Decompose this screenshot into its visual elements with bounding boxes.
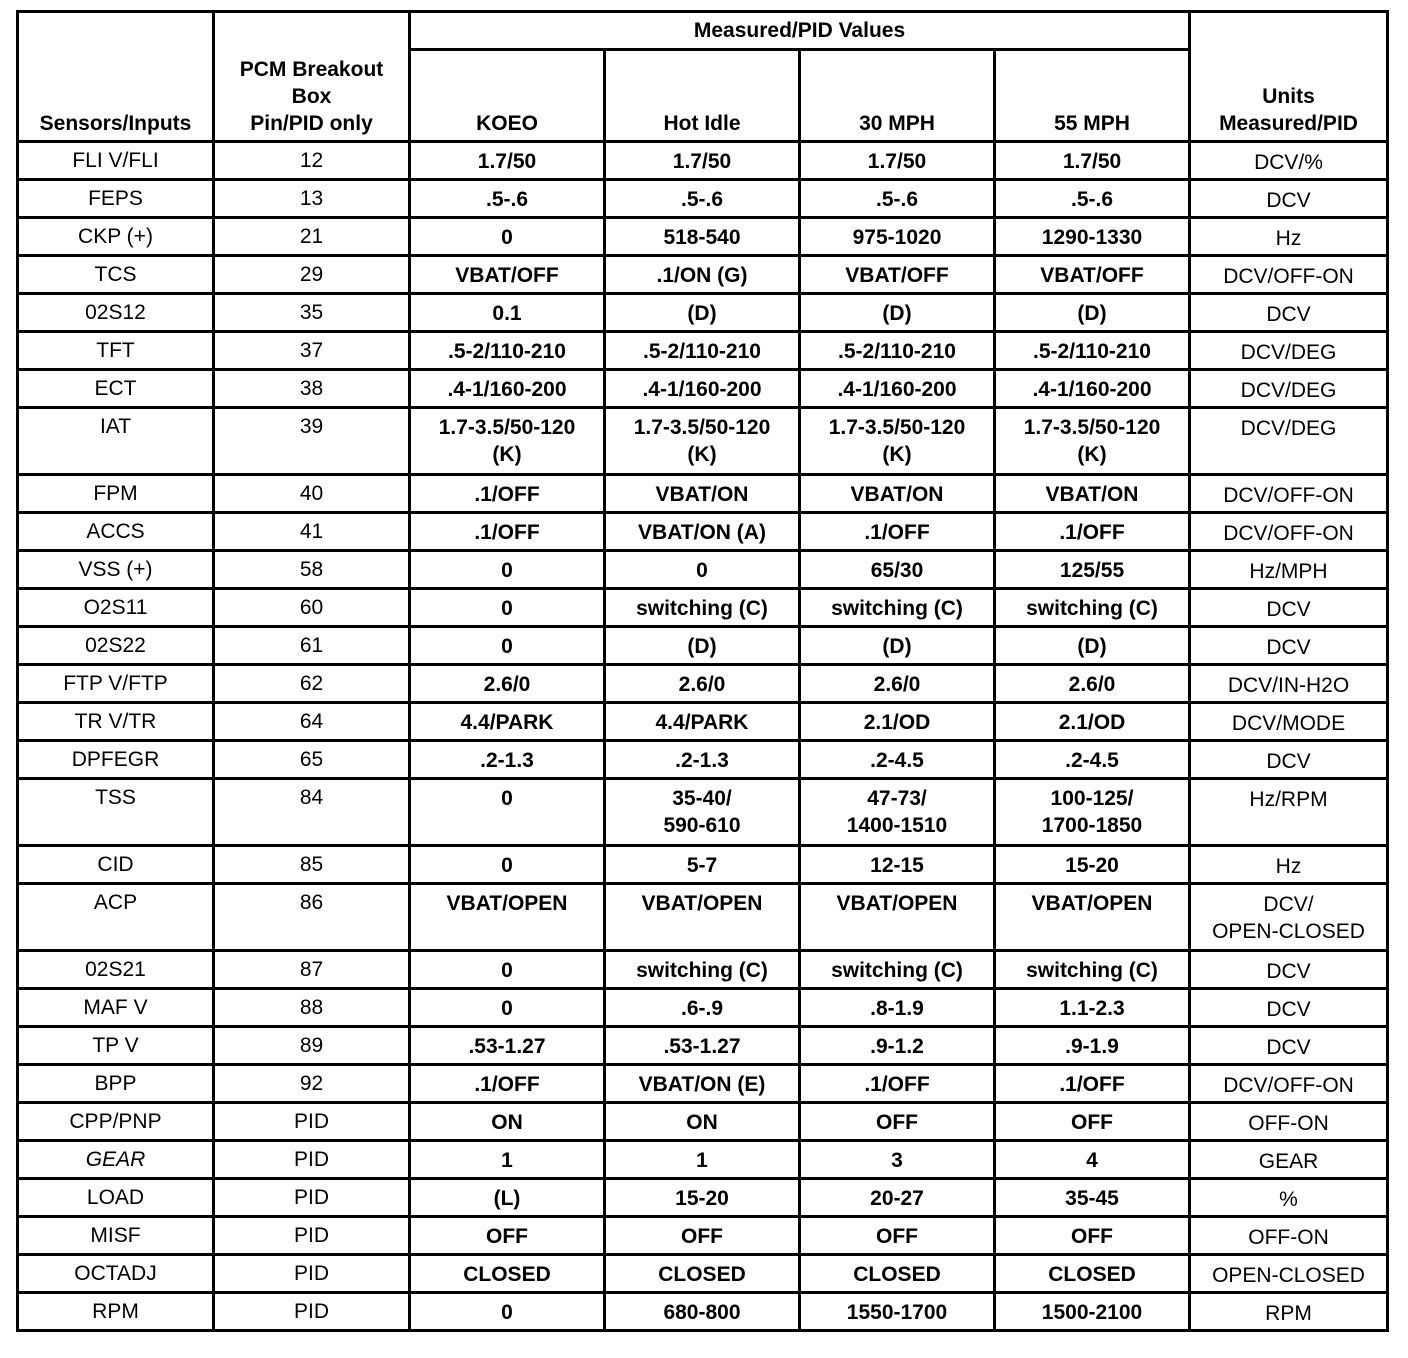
hot-idle-cell: (D) bbox=[605, 627, 800, 665]
table-row bbox=[18, 1255, 1388, 1293]
mph30-cell: 3 bbox=[800, 1141, 995, 1179]
table-row bbox=[18, 989, 1388, 1027]
units-cell: DCV bbox=[1190, 1027, 1388, 1065]
mph30-cell: 20-27 bbox=[800, 1179, 995, 1217]
table-row bbox=[18, 332, 1388, 370]
units-cell: DCV bbox=[1190, 627, 1388, 665]
hot-idle-cell: .1/ON (G) bbox=[605, 256, 800, 294]
mph30-cell: switching (C) bbox=[800, 951, 995, 989]
sensor-cell: CKP (+) bbox=[18, 218, 214, 256]
units-cell: DCV/MODE bbox=[1190, 703, 1388, 741]
header-30-mph: 30 MPH bbox=[800, 50, 995, 142]
koeo-cell: 0 bbox=[410, 846, 605, 884]
table-row bbox=[18, 1217, 1388, 1255]
units-cell: GEAR bbox=[1190, 1141, 1388, 1179]
koeo-cell: 0 bbox=[410, 951, 605, 989]
hot-idle-cell: CLOSED bbox=[605, 1255, 800, 1293]
units-cell: DCV/OFF-ON bbox=[1190, 475, 1388, 513]
mph55-cell: VBAT/ON bbox=[995, 475, 1190, 513]
hot-idle-cell: ON bbox=[605, 1103, 800, 1141]
header-pcm-breakout: PCM Breakout Box Pin/PID only bbox=[214, 12, 410, 142]
hot-idle-cell: .4-1/160-200 bbox=[605, 370, 800, 408]
pin-cell: 60 bbox=[214, 589, 410, 627]
mph55-cell: 35-45 bbox=[995, 1179, 1190, 1217]
mph30-cell: 975-1020 bbox=[800, 218, 995, 256]
mph30-cell: 1.7-3.5/50-120 (K) bbox=[800, 408, 995, 475]
mph55-cell: 1290-1330 bbox=[995, 218, 1190, 256]
table-row bbox=[18, 1293, 1388, 1331]
koeo-cell: .53-1.27 bbox=[410, 1027, 605, 1065]
sensor-cell: TP V bbox=[18, 1027, 214, 1065]
pin-cell: 61 bbox=[214, 627, 410, 665]
pin-cell: PID bbox=[214, 1141, 410, 1179]
units-cell: DCV/DEG bbox=[1190, 408, 1388, 475]
mph30-cell: .5-2/110-210 bbox=[800, 332, 995, 370]
units-cell: DCV/OFF-ON bbox=[1190, 256, 1388, 294]
sensor-cell: RPM bbox=[18, 1293, 214, 1331]
table-row bbox=[18, 589, 1388, 627]
mph55-cell: (D) bbox=[995, 294, 1190, 332]
table-row bbox=[18, 1179, 1388, 1217]
table-row bbox=[18, 665, 1388, 703]
mph55-cell: .1/OFF bbox=[995, 1065, 1190, 1103]
header-measured-pid-values: Measured/PID Values bbox=[410, 12, 1190, 50]
pin-cell: 64 bbox=[214, 703, 410, 741]
hot-idle-cell: 2.6/0 bbox=[605, 665, 800, 703]
sensor-cell: TCS bbox=[18, 256, 214, 294]
hot-idle-cell: 680-800 bbox=[605, 1293, 800, 1331]
pin-cell: 13 bbox=[214, 180, 410, 218]
pin-cell: 92 bbox=[214, 1065, 410, 1103]
sensor-cell: MISF bbox=[18, 1217, 214, 1255]
table-row bbox=[18, 884, 1388, 951]
hot-idle-cell: .5-2/110-210 bbox=[605, 332, 800, 370]
units-cell: DCV bbox=[1190, 589, 1388, 627]
table-row bbox=[18, 408, 1388, 475]
units-cell: Hz/MPH bbox=[1190, 551, 1388, 589]
mph30-cell: .2-4.5 bbox=[800, 741, 995, 779]
koeo-cell: 1.7-3.5/50-120 (K) bbox=[410, 408, 605, 475]
mph55-cell: OFF bbox=[995, 1103, 1190, 1141]
pin-cell: 85 bbox=[214, 846, 410, 884]
hot-idle-cell: 0 bbox=[605, 551, 800, 589]
mph30-cell: (D) bbox=[800, 627, 995, 665]
units-cell: DCV/ OPEN-CLOSED bbox=[1190, 884, 1388, 951]
table-row bbox=[18, 513, 1388, 551]
koeo-cell: ON bbox=[410, 1103, 605, 1141]
mph55-cell: 100-125/ 1700-1850 bbox=[995, 779, 1190, 846]
pin-cell: 88 bbox=[214, 989, 410, 1027]
mph55-cell: 15-20 bbox=[995, 846, 1190, 884]
mph55-cell: 1.7/50 bbox=[995, 142, 1190, 180]
units-cell: DCV bbox=[1190, 294, 1388, 332]
mph30-cell: 65/30 bbox=[800, 551, 995, 589]
hot-idle-cell: 518-540 bbox=[605, 218, 800, 256]
mph30-cell: 2.6/0 bbox=[800, 665, 995, 703]
koeo-cell: (L) bbox=[410, 1179, 605, 1217]
table-row bbox=[18, 256, 1388, 294]
koeo-cell: 2.6/0 bbox=[410, 665, 605, 703]
koeo-cell: 1.7/50 bbox=[410, 142, 605, 180]
table-row bbox=[18, 551, 1388, 589]
mph30-cell: 12-15 bbox=[800, 846, 995, 884]
hot-idle-cell: .2-1.3 bbox=[605, 741, 800, 779]
hot-idle-cell: (D) bbox=[605, 294, 800, 332]
table-row bbox=[18, 951, 1388, 989]
koeo-cell: VBAT/OPEN bbox=[410, 884, 605, 951]
table-row bbox=[18, 294, 1388, 332]
mph55-cell: .4-1/160-200 bbox=[995, 370, 1190, 408]
hot-idle-cell: 1.7/50 bbox=[605, 142, 800, 180]
units-cell: DCV bbox=[1190, 180, 1388, 218]
mph55-cell: .5-.6 bbox=[995, 180, 1190, 218]
pin-cell: 62 bbox=[214, 665, 410, 703]
mph55-cell: OFF bbox=[995, 1217, 1190, 1255]
sensor-cell: 02S12 bbox=[18, 294, 214, 332]
mph55-cell: 2.6/0 bbox=[995, 665, 1190, 703]
mph55-cell: switching (C) bbox=[995, 589, 1190, 627]
mph55-cell: 4 bbox=[995, 1141, 1190, 1179]
hot-idle-cell: switching (C) bbox=[605, 589, 800, 627]
sensor-cell: TFT bbox=[18, 332, 214, 370]
pin-cell: PID bbox=[214, 1217, 410, 1255]
hot-idle-cell: .6-.9 bbox=[605, 989, 800, 1027]
pin-cell: 87 bbox=[214, 951, 410, 989]
table-row bbox=[18, 846, 1388, 884]
mph55-cell: .9-1.9 bbox=[995, 1027, 1190, 1065]
table-row bbox=[18, 741, 1388, 779]
sensor-cell: FTP V/FTP bbox=[18, 665, 214, 703]
units-cell: DCV/OFF-ON bbox=[1190, 1065, 1388, 1103]
table-row bbox=[18, 779, 1388, 846]
koeo-cell: 4.4/PARK bbox=[410, 703, 605, 741]
hot-idle-cell: OFF bbox=[605, 1217, 800, 1255]
pin-cell: 37 bbox=[214, 332, 410, 370]
koeo-cell: 0 bbox=[410, 218, 605, 256]
pin-cell: 41 bbox=[214, 513, 410, 551]
sensor-cell: MAF V bbox=[18, 989, 214, 1027]
pin-cell: 29 bbox=[214, 256, 410, 294]
sensor-cell: LOAD bbox=[18, 1179, 214, 1217]
pin-cell: 38 bbox=[214, 370, 410, 408]
pin-cell: 65 bbox=[214, 741, 410, 779]
sensor-cell: BPP bbox=[18, 1065, 214, 1103]
hot-idle-cell: 4.4/PARK bbox=[605, 703, 800, 741]
mph30-cell: VBAT/OFF bbox=[800, 256, 995, 294]
units-cell: DCV bbox=[1190, 951, 1388, 989]
koeo-cell: OFF bbox=[410, 1217, 605, 1255]
pin-cell: PID bbox=[214, 1293, 410, 1331]
units-cell: DCV/DEG bbox=[1190, 370, 1388, 408]
koeo-cell: .5-.6 bbox=[410, 180, 605, 218]
pin-cell: 35 bbox=[214, 294, 410, 332]
hot-idle-cell: .5-.6 bbox=[605, 180, 800, 218]
table-row bbox=[18, 1065, 1388, 1103]
sensor-cell: TSS bbox=[18, 779, 214, 846]
pin-cell: PID bbox=[214, 1179, 410, 1217]
mph55-cell: 1.7-3.5/50-120 (K) bbox=[995, 408, 1190, 475]
pin-cell: 21 bbox=[214, 218, 410, 256]
pin-cell: 12 bbox=[214, 142, 410, 180]
mph30-cell: .5-.6 bbox=[800, 180, 995, 218]
sensor-cell: CPP/PNP bbox=[18, 1103, 214, 1141]
sensor-cell: VSS (+) bbox=[18, 551, 214, 589]
units-cell: DCV/IN-H2O bbox=[1190, 665, 1388, 703]
pin-cell: 89 bbox=[214, 1027, 410, 1065]
mph30-cell: .1/OFF bbox=[800, 513, 995, 551]
mph55-cell: VBAT/OPEN bbox=[995, 884, 1190, 951]
table-row bbox=[18, 180, 1388, 218]
sensor-cell: FEPS bbox=[18, 180, 214, 218]
units-cell: Hz/RPM bbox=[1190, 779, 1388, 846]
sensor-cell: IAT bbox=[18, 408, 214, 475]
mph30-cell: CLOSED bbox=[800, 1255, 995, 1293]
mph30-cell: .1/OFF bbox=[800, 1065, 995, 1103]
mph30-cell: 1.7/50 bbox=[800, 142, 995, 180]
header-55-mph: 55 MPH bbox=[995, 50, 1190, 142]
koeo-cell: 1 bbox=[410, 1141, 605, 1179]
mph55-cell: .5-2/110-210 bbox=[995, 332, 1190, 370]
mph55-cell: .1/OFF bbox=[995, 513, 1190, 551]
sensor-cell: FLI V/FLI bbox=[18, 142, 214, 180]
header-koeo: KOEO bbox=[410, 50, 605, 142]
mph30-cell: 1550-1700 bbox=[800, 1293, 995, 1331]
units-cell: DCV/DEG bbox=[1190, 332, 1388, 370]
mph55-cell: 1500-2100 bbox=[995, 1293, 1190, 1331]
koeo-cell: 0 bbox=[410, 989, 605, 1027]
hot-idle-cell: 35-40/ 590-610 bbox=[605, 779, 800, 846]
table-row bbox=[18, 1103, 1388, 1141]
header-sensors-inputs: Sensors/Inputs bbox=[18, 12, 214, 142]
table-row bbox=[18, 142, 1388, 180]
units-cell: DCV/OFF-ON bbox=[1190, 513, 1388, 551]
koeo-cell: CLOSED bbox=[410, 1255, 605, 1293]
sensor-cell: O2S11 bbox=[18, 589, 214, 627]
hot-idle-cell: VBAT/OPEN bbox=[605, 884, 800, 951]
hot-idle-cell: VBAT/ON bbox=[605, 475, 800, 513]
hot-idle-cell: 1 bbox=[605, 1141, 800, 1179]
mph55-cell: VBAT/OFF bbox=[995, 256, 1190, 294]
table-body bbox=[18, 142, 1388, 1331]
mph30-cell: VBAT/ON bbox=[800, 475, 995, 513]
sensor-cell: CID bbox=[18, 846, 214, 884]
koeo-cell: 0 bbox=[410, 779, 605, 846]
sensor-cell: FPM bbox=[18, 475, 214, 513]
sensor-cell: GEAR bbox=[18, 1141, 214, 1179]
mph30-cell: 47-73/ 1400-1510 bbox=[800, 779, 995, 846]
mph55-cell: .2-4.5 bbox=[995, 741, 1190, 779]
units-cell: % bbox=[1190, 1179, 1388, 1217]
pin-cell: 86 bbox=[214, 884, 410, 951]
koeo-cell: .1/OFF bbox=[410, 513, 605, 551]
koeo-cell: .1/OFF bbox=[410, 475, 605, 513]
koeo-cell: VBAT/OFF bbox=[410, 256, 605, 294]
table-row bbox=[18, 627, 1388, 665]
sensor-cell: OCTADJ bbox=[18, 1255, 214, 1293]
mph55-cell: 1.1-2.3 bbox=[995, 989, 1190, 1027]
pin-cell: 39 bbox=[214, 408, 410, 475]
pin-cell: 40 bbox=[214, 475, 410, 513]
header-hot-idle: Hot Idle bbox=[605, 50, 800, 142]
koeo-cell: .5-2/110-210 bbox=[410, 332, 605, 370]
sensor-cell: 02S21 bbox=[18, 951, 214, 989]
units-cell: DCV bbox=[1190, 989, 1388, 1027]
hot-idle-cell: VBAT/ON (A) bbox=[605, 513, 800, 551]
koeo-cell: 0 bbox=[410, 589, 605, 627]
mph30-cell: .8-1.9 bbox=[800, 989, 995, 1027]
mph30-cell: .4-1/160-200 bbox=[800, 370, 995, 408]
pid-values-table bbox=[16, 10, 1389, 1332]
table-row bbox=[18, 475, 1388, 513]
mph30-cell: (D) bbox=[800, 294, 995, 332]
mph55-cell: 2.1/OD bbox=[995, 703, 1190, 741]
sensor-cell: TR V/TR bbox=[18, 703, 214, 741]
hot-idle-cell: .53-1.27 bbox=[605, 1027, 800, 1065]
pin-cell: PID bbox=[214, 1103, 410, 1141]
units-cell: RPM bbox=[1190, 1293, 1388, 1331]
sensor-cell: 02S22 bbox=[18, 627, 214, 665]
mph30-cell: OFF bbox=[800, 1103, 995, 1141]
table-row bbox=[18, 370, 1388, 408]
units-cell: OPEN-CLOSED bbox=[1190, 1255, 1388, 1293]
header-units: Units Measured/PID bbox=[1190, 12, 1388, 142]
hot-idle-cell: 15-20 bbox=[605, 1179, 800, 1217]
mph30-cell: .9-1.2 bbox=[800, 1027, 995, 1065]
sensor-cell: ECT bbox=[18, 370, 214, 408]
mph55-cell: switching (C) bbox=[995, 951, 1190, 989]
hot-idle-cell: 5-7 bbox=[605, 846, 800, 884]
hot-idle-cell: VBAT/ON (E) bbox=[605, 1065, 800, 1103]
sensor-cell: ACP bbox=[18, 884, 214, 951]
units-cell: DCV bbox=[1190, 741, 1388, 779]
sensor-cell: ACCS bbox=[18, 513, 214, 551]
units-cell: OFF-ON bbox=[1190, 1103, 1388, 1141]
pin-cell: 84 bbox=[214, 779, 410, 846]
units-cell: OFF-ON bbox=[1190, 1217, 1388, 1255]
hot-idle-cell: switching (C) bbox=[605, 951, 800, 989]
table-row bbox=[18, 218, 1388, 256]
koeo-cell: 0 bbox=[410, 1293, 605, 1331]
mph55-cell: CLOSED bbox=[995, 1255, 1190, 1293]
mph30-cell: OFF bbox=[800, 1217, 995, 1255]
table-row bbox=[18, 1141, 1388, 1179]
koeo-cell: 0 bbox=[410, 551, 605, 589]
units-cell: Hz bbox=[1190, 218, 1388, 256]
koeo-cell: .2-1.3 bbox=[410, 741, 605, 779]
table-row bbox=[18, 703, 1388, 741]
mph55-cell: 125/55 bbox=[995, 551, 1190, 589]
mph55-cell: (D) bbox=[995, 627, 1190, 665]
mph30-cell: 2.1/OD bbox=[800, 703, 995, 741]
units-cell: Hz bbox=[1190, 846, 1388, 884]
pin-cell: 58 bbox=[214, 551, 410, 589]
koeo-cell: .4-1/160-200 bbox=[410, 370, 605, 408]
sensor-cell: DPFEGR bbox=[18, 741, 214, 779]
units-cell: DCV/% bbox=[1190, 142, 1388, 180]
koeo-cell: 0.1 bbox=[410, 294, 605, 332]
mph30-cell: switching (C) bbox=[800, 589, 995, 627]
koeo-cell: 0 bbox=[410, 627, 605, 665]
mph30-cell: VBAT/OPEN bbox=[800, 884, 995, 951]
koeo-cell: .1/OFF bbox=[410, 1065, 605, 1103]
table-row bbox=[18, 1027, 1388, 1065]
hot-idle-cell: 1.7-3.5/50-120 (K) bbox=[605, 408, 800, 475]
pin-cell: PID bbox=[214, 1255, 410, 1293]
